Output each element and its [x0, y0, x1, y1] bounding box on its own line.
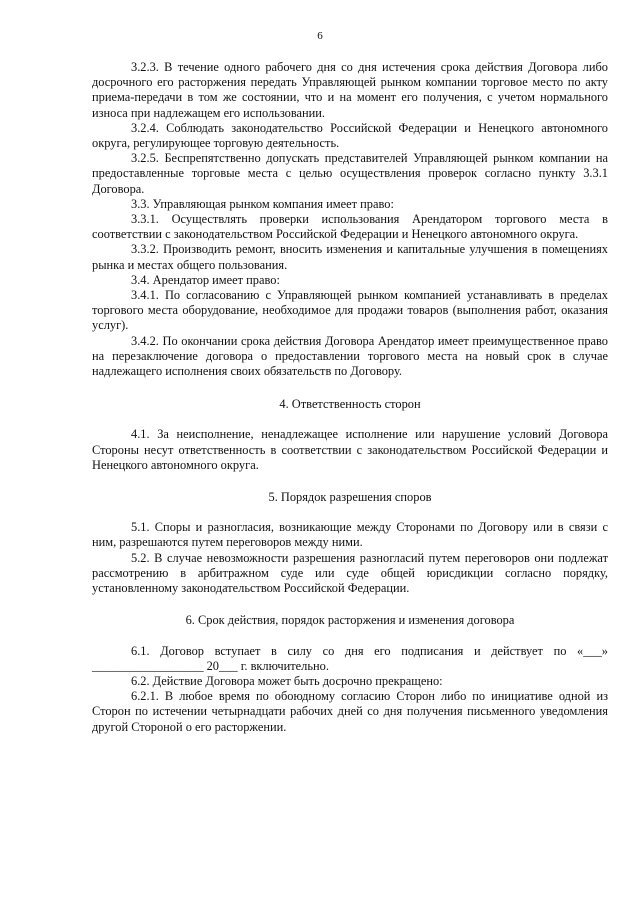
clause-3-4-2: 3.4.2. По окончании срока действия Договора Арендатор имеет преимущественное право на перезаключение договора о предоставлении торгового места на новый срок в случае надлежащего исполнения своих обязательств по Договору. [92, 333, 608, 379]
clause-3-4-1: 3.4.1. По согласованию с Управляющей рынком компанией устанавливать в пределах торгового места оборудование, необходимое для продажи товаров (выполнения работ, оказания услуг). [92, 288, 608, 333]
clause-6-2: 6.2. Действие Договора может быть досрочно прекращено: [131, 673, 443, 688]
clause-3-3: 3.3. Управляющая рынком компания имеет право: [131, 196, 394, 211]
clause-4-1: 4.1. За неисполнение, ненадлежащее исполнение или нарушение условий Договора Стороны несут ответственность в соответствии с законодательством Российской Федерации и Ненецкого автономного округа. [92, 427, 608, 472]
section-4-heading: 4. Ответственность сторон [279, 397, 421, 412]
clause-3-2-5: 3.2.5. Беспрепятственно допускать представителей Управляющей рынком компании на предоставленные торговые места с целью осуществления проверок согласно пункту 3.3.1 Договора. [92, 151, 608, 196]
clause-3-2-4: 3.2.4. Соблюдать законодательство Российской Федерации и Ненецкого автономного округа, регулирующее торговую деятельность. [92, 120, 608, 151]
clause-3-3-2: 3.3.2. Производить ремонт, вносить изменения и капитальные улучшения в помещениях рынка и местах общего пользования. [92, 242, 608, 272]
clause-3-4: 3.4. Арендатор имеет право: [131, 272, 280, 287]
clause-5-2: 5.2. В случае невозможности разрешения разногласий путем переговоров они подлежат рассмотрению в арбитражном суде или суде общей юрисдикции согласно порядку, установленному законодательством Российской Федерации. [92, 550, 608, 596]
clause-6-2-1: 6.2.1. В любое время по обоюдному согласию Сторон либо по инициативе одной из Сторон по истечении четырнадцати рабочих дней со дня получения письменного уведомления другой Стороной о его расторжении. [92, 689, 608, 734]
clause-6-1: 6.1. Договор вступает в силу со дня его подписания и действует по «___» __________________ 20___ г. включительно. [92, 643, 608, 673]
section-6-heading: 6. Срок действия, порядок расторжения и изменения договора [185, 613, 515, 628]
clause-3-2-3: 3.2.3. В течение одного рабочего дня со дня истечения срока действия Договора либо досрочного его расторжения передать Управляющей рынком компании торговое место по акту приема-передачи в том же состоянии, что и на момент его получения, с учетом нормального износа при надлежащем его использовании. [92, 60, 608, 120]
clause-5-1: 5.1. Споры и разногласия, возникающие между Сторонами по Договору или в связи с ним, разрешаются путем переговоров между ними. [92, 520, 608, 550]
document-body [92, 60, 608, 735]
clause-3-3-1: 3.3.1. Осуществлять проверки использования Арендатором торгового места в соответствии с законодательством Российской Федерации и Ненецкого автономного округа. [92, 212, 608, 242]
page-number: 6 [317, 30, 323, 42]
section-5-heading: 5. Порядок разрешения споров [268, 490, 432, 505]
